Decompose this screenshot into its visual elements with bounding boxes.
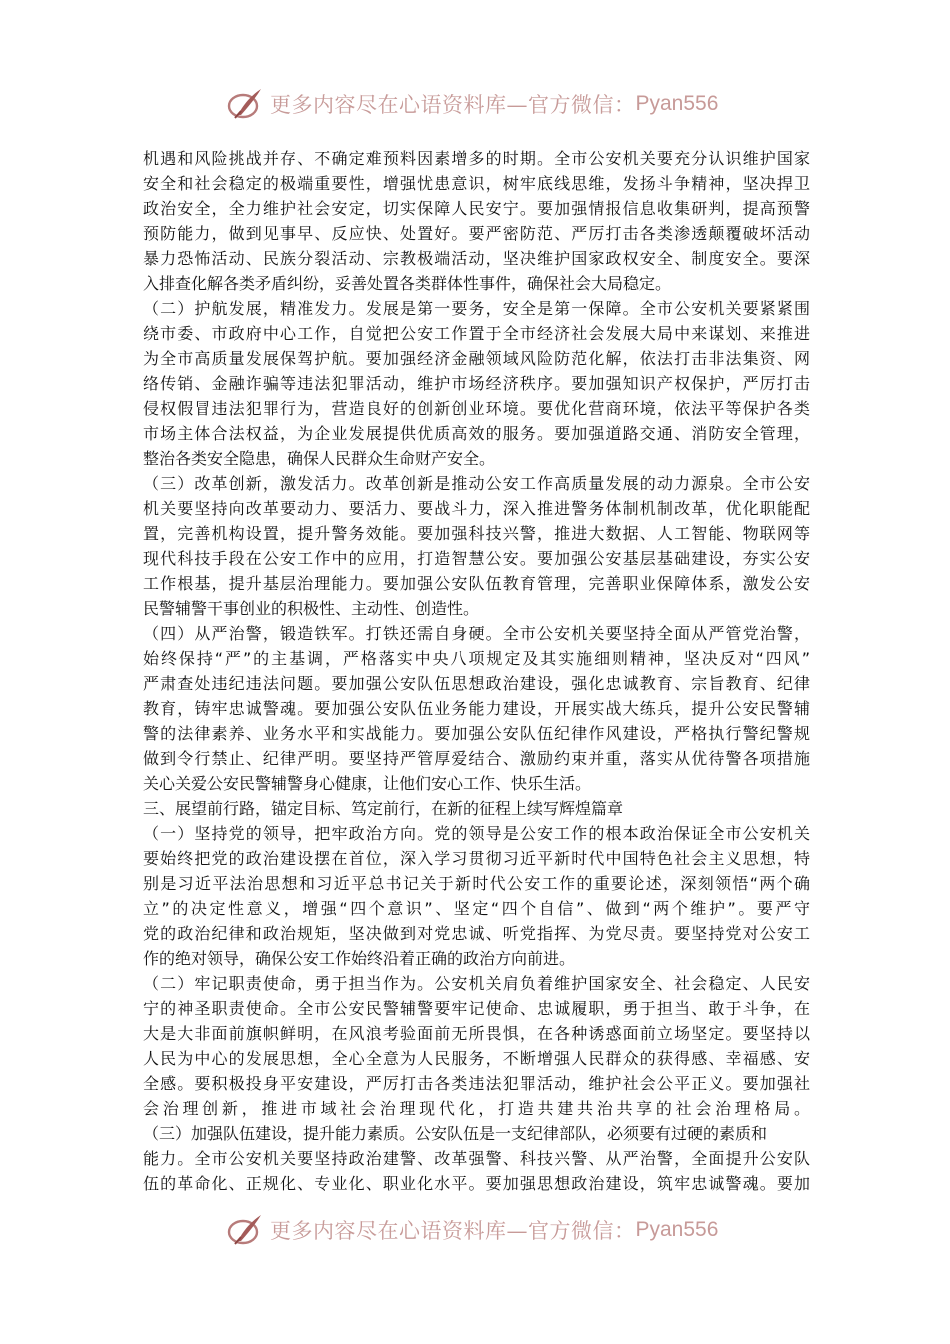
header-watermark-banner [226, 84, 746, 124]
footer-watermark-banner [226, 1210, 746, 1250]
text-line: 伍的革命化、正规化、专业化、职业化水平。要加强思想政治建设，筑牢忠诚警魂。要加 [143, 1174, 810, 1193]
text-line: 大是大非面前旗帜鲜明，在风浪考验面前无所畏惧，在各种诱惑面前立场坚定。要坚持以 [143, 1024, 810, 1043]
text-line: 整治各类安全隐患，确保人民群众生命财产安全。 [143, 449, 496, 468]
text-line: 宁的神圣职责使命。全市公安民警辅警要牢记使命、忠诚履职，勇于担当、敢于斗争，在 [143, 999, 810, 1018]
document-body [143, 146, 810, 1196]
text-line: 党的政治纪律和政治规矩，坚决做到对党忠诚、听党指挥、为党尽责。要坚持党对公安工 [143, 924, 810, 943]
text-line: （四）从严治警，锻造铁军。打铁还需自身硬。全市公安机关要坚持全面从严管党治警， [143, 624, 810, 643]
text-line: 政治安全，全力维护社会安定，切实保障人民安宁。要加强情报信息收集研判，提高预警 [143, 199, 810, 218]
text-line: 现代科技手段在公安工作中的应用，打造智慧公安。要加强公安基层基础建设，夯实公安 [143, 549, 810, 568]
text-line: 市场主体合法权益，为企业发展提供优质高效的服务。要加强道路交通、消防安全管理， [143, 424, 810, 443]
text-line: 教育，铸牢忠诚警魂。要加强公安队伍业务能力建设，开展实战大练兵，提升公安民警辅 [143, 699, 810, 718]
text-line: 侵权假冒违法犯罪行为，营造良好的创新创业环境。要优化营商环境，依法平等保护各类 [143, 399, 810, 418]
text-line: 能力。全市公安机关要坚持政治建警、改革强警、科技兴警、从严治警，全面提升公安队 [143, 1149, 810, 1168]
text-line: 机关要坚持向改革要动力、要活力、要战斗力，深入推进警务体制机制改革，优化职能配 [143, 499, 810, 518]
wechat-id: Pyan556 [635, 1218, 719, 1241]
wechat-id: Pyan556 [635, 92, 719, 115]
text-line: 暴力恐怖活动、民族分裂活动、宗教极端活动，坚决维护国家政权安全、制度安全。要深 [143, 249, 810, 268]
text-line: 为全市高质量发展保驾护航。要加强经济金融领域风险防范化解，依法打击非法集资、网 [143, 349, 810, 368]
text-line: 预防能力，做到见事早、反应快、处置好。要严密防范、严厉打击各类渗透颠覆破坏活动 [143, 224, 810, 243]
text-line: 入排查化解各类矛盾纠纷，妥善处置各类群体性事件，确保社会大局稳定。 [143, 274, 672, 293]
text-line: （三）加强队伍建设，提升能力素质。公安队伍是一支纪律部队，必须要有过硬的素质和 [143, 1124, 768, 1143]
text-line: 严肃查处违纪违法问题。要加强公安队伍思想政治建设，强化忠诚教育、宗旨教育、纪律 [143, 674, 810, 693]
text-line: （二）牢记职责使命，勇于担当作为。公安机关肩负着维护国家安全、社会稳定、人民安 [143, 974, 810, 993]
text-line: 人民为中心的发展思想，全心全意为人民服务，不断增强人民群众的获得感、幸福感、安 [143, 1049, 810, 1068]
text-line: 置，完善机构设置，提升警务效能。要加强科技兴警，推进大数据、人工智能、物联网等 [143, 524, 810, 543]
text-line: 警的法律素养、业务水平和实战能力。要加强公安队伍纪律作风建设，严格执行警纪警规 [143, 724, 810, 743]
watermark-text: 更多内容尽在心语资料库—官方微信： [270, 1219, 636, 1243]
text-line: 关心关爱公安民警辅警身心健康，让他们安心工作、快乐生活。 [143, 774, 592, 793]
text-line: （二）护航发展，精准发力。发展是第一要务，安全是第一保障。全市公安机关要紧紧围 [143, 299, 810, 318]
text-line: 别是习近平法治思想和习近平总书记关于新时代公安工作的重要论述，深刻领悟“两个确 [143, 874, 810, 893]
text-line: 作的绝对领导，确保公安工作始终沿着正确的政治方向前进。 [143, 949, 576, 968]
text-line: 要始终把党的政治建设摆在首位，深入学习贯彻习近平新时代中国特色社会主义思想，特 [143, 849, 810, 868]
text-line: 会治理创新，推进市域社会治理现代化，打造共建共治共享的社会治理格局。 [143, 1099, 810, 1118]
text-line: 全感。要积极投身平安建设，严厉打击各类违法犯罪活动，维护社会公平正义。要加强社 [143, 1074, 810, 1093]
text-line: 立”的决定性意义，增强“四个意识”、坚定“四个自信”、做到“两个维护”。要严守 [143, 899, 810, 918]
text-line: 安全和社会稳定的极端重要性，增强忧患意识，树牢底线思维，发扬斗争精神，坚决捍卫 [143, 174, 810, 193]
text-line: 绕市委、市政府中心工作，自觉把公安工作置于全市经济社会发展大局中来谋划、来推进 [143, 324, 810, 343]
feather-pen-logo-icon [226, 85, 264, 123]
watermark-text: 更多内容尽在心语资料库—官方微信： [270, 93, 636, 117]
text-line: 做到令行禁止、纪律严明。要坚持严管厚爱结合、激励约束并重，落实从优待警各项措施 [143, 749, 810, 768]
text-line: 三、展望前行路，锚定目标、笃定前行，在新的征程上续写辉煌篇章 [143, 799, 624, 818]
text-line: 机遇和风险挑战并存、不确定难预料因素增多的时期。全市公安机关要充分认识维护国家 [143, 149, 810, 168]
feather-pen-logo-icon [226, 1211, 264, 1249]
text-line: （三）改革创新，激发活力。改革创新是推动公安工作高质量发展的动力源泉。全市公安 [143, 474, 810, 493]
text-line: 工作根基，提升基层治理能力。要加强公安队伍教育管理，完善职业保障体系，激发公安 [143, 574, 810, 593]
text-line: 始终保持“严”的主基调，严格落实中央八项规定及其实施细则精神，坚决反对“四风” [143, 649, 810, 668]
text-line: （一）坚持党的领导，把牢政治方向。党的领导是公安工作的根本政治保证全市公安机关 [143, 824, 810, 843]
text-line: 络传销、金融诈骗等违法犯罪活动，维护市场经济秩序。要加强知识产权保护，严厉打击 [143, 374, 810, 393]
text-line: 民警辅警干事创业的积极性、主动性、创造性。 [143, 599, 480, 618]
